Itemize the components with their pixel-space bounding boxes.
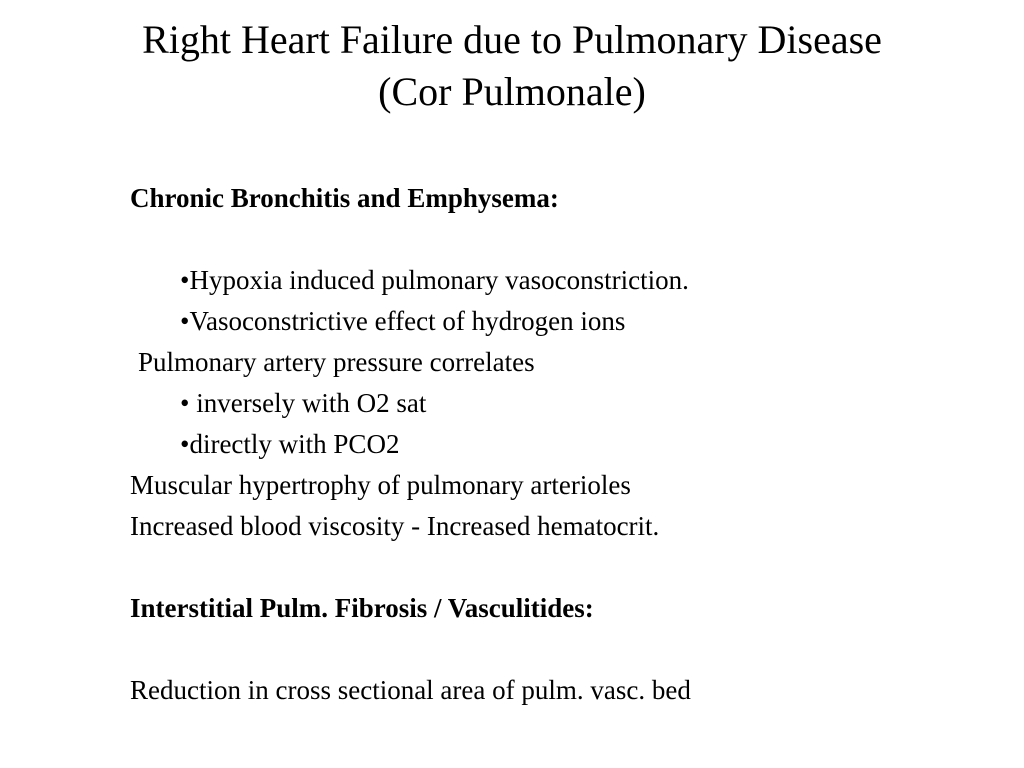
heading-chronic-bronchitis: Chronic Bronchitis and Emphysema: [130, 183, 559, 213]
text-muscular-hypertrophy: Muscular hypertrophy of pulmonary arterioles [130, 470, 631, 500]
text-pulmonary-artery-pressure: Pulmonary artery pressure correlates [138, 347, 535, 377]
bullet-hydrogen-ions: •Vasoconstrictive effect of hydrogen ions [180, 306, 626, 336]
title-line-1: Right Heart Failure due to Pulmonary Disease [142, 17, 882, 62]
bullet-o2-sat: • inversely with O2 sat [180, 388, 427, 418]
bullet-pco2: •directly with PCO2 [180, 429, 400, 459]
text-blood-viscosity: Increased blood viscosity - Increased hematocrit. [130, 511, 660, 541]
text-reduction-vascular-bed: Reduction in cross sectional area of pulm. vasc. bed [130, 675, 691, 705]
title-line-2: (Cor Pulmonale) [378, 69, 646, 114]
bullet-hypoxia: •Hypoxia induced pulmonary vasoconstriction. [180, 265, 689, 295]
heading-interstitial-fibrosis: Interstitial Pulm. Fibrosis / Vasculitides: [130, 593, 594, 623]
slide-title [0, 14, 1024, 118]
